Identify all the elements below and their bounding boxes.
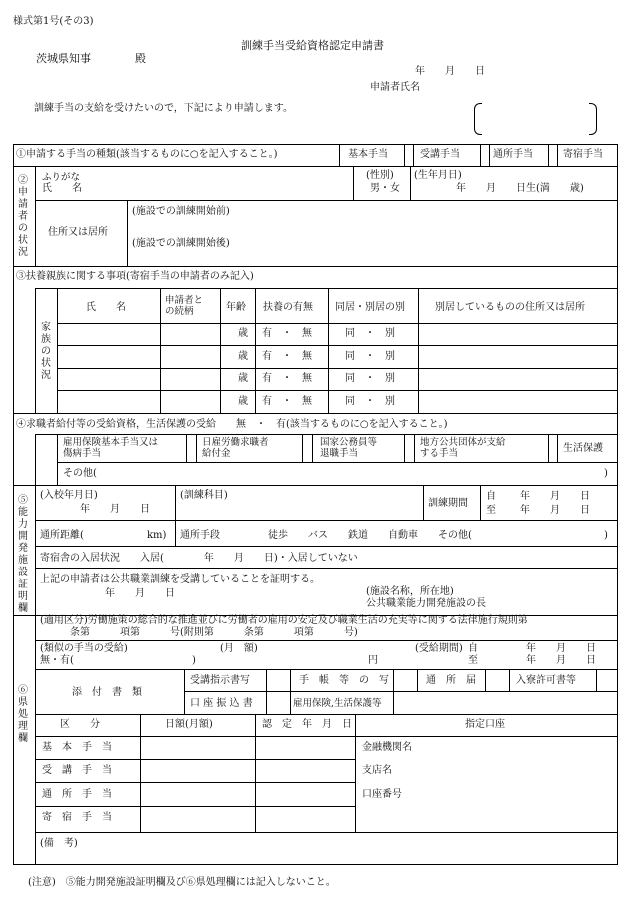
row-basic-allowance: 基 本 手 当 (42, 742, 112, 753)
address-label: 住所又は居所 (48, 227, 108, 238)
seal-bracket-right (589, 103, 597, 135)
period-to-field[interactable]: 年 月 日 (520, 505, 590, 516)
family-row-support[interactable]: 有 ・ 無 (262, 328, 312, 339)
cert-statement: 上記の申請者は公共職業訓練を受講していることを証明する。 (40, 574, 320, 585)
doc-handbook[interactable]: 手 帳 等 の 写 (299, 675, 389, 686)
applicant-name-label: 申請者氏名 (370, 82, 420, 93)
doc-insurance-welfare[interactable]: 雇用保険,生活保護等 (293, 698, 382, 709)
col-approval-date: 認 定 年 月 日 (262, 719, 352, 730)
furigana-label: ふりがな (42, 172, 81, 183)
similar-benefit-options[interactable]: 無・有( (40, 655, 74, 666)
form-number: 様式第1号(その3) (13, 16, 94, 27)
similar-benefit-label: (類似の手当の受給) (40, 643, 128, 654)
family-row-cohabit[interactable]: 同 ・ 別 (345, 396, 395, 407)
facility-head-label: 公共職業能力開発施設の長 (366, 598, 486, 609)
application-date[interactable]: 年 月 日 (415, 66, 485, 77)
address-after[interactable]: (施設での訓練開始後) (132, 238, 230, 249)
s3-vertical-label: 家族の状況 (41, 322, 51, 381)
form-title: 訓練手当受給資格認定申請書 (241, 39, 384, 52)
family-row-age[interactable]: 歳 (238, 373, 248, 384)
period-to-label: 至 (486, 505, 496, 516)
benefit-period-to: 至 (468, 655, 478, 666)
address-before[interactable]: (施設での訓練開始前) (132, 206, 230, 217)
monthly-amount-label: (月 額) (220, 643, 258, 654)
training-subject-label[interactable]: (訓練科目) (180, 490, 228, 501)
family-row-age[interactable]: 歳 (238, 351, 248, 362)
doc-commute-notice[interactable]: 通 所 届 (426, 675, 476, 686)
footer-note: (注意) ⑤能力開発施設証明欄及び⑥県処理欄には記入しないこと。 (28, 877, 336, 888)
sex-options[interactable]: 男・女 (370, 183, 400, 194)
s4-label: ④求職者給付等の受給資格，生活保護の受給 無 ・ 有(該当するものに○を記入すること。) (16, 419, 448, 430)
addressee: 茨城県知事 殿 (36, 52, 146, 65)
s3-col-name: 氏 名 (86, 302, 126, 313)
s3-col-support: 扶養の有無 (263, 302, 313, 313)
period-from-label: 自 (486, 491, 496, 502)
commute-distance[interactable]: 通所距離( (40, 530, 84, 541)
benefit-period-label: (受給期間) (415, 643, 463, 654)
col-category: 区 分 (60, 719, 100, 730)
commute-means[interactable]: 徒歩 バス 鉄道 自動車 その他( (268, 530, 472, 541)
period-from-field[interactable]: 年 月 日 (520, 491, 590, 502)
doc-dorm-permit[interactable]: 入寮許可書等 (516, 675, 576, 686)
seal-bracket-left (474, 103, 482, 135)
benefit-welfare[interactable]: 生活保護 (563, 443, 603, 454)
family-row-cohabit[interactable]: 同 ・ 別 (345, 373, 395, 384)
s3-label: ③扶養親族に関する事項(寄宿手当の申請者のみ記入) (16, 271, 254, 282)
s2-vertical-label: ②申請者の状況 (18, 175, 28, 258)
birth-field[interactable]: 年 月 日生(満 歳) (456, 183, 584, 194)
bank-name-label[interactable]: 金融機関名 (362, 742, 412, 753)
s6-vertical-label: ⑥県処理欄 (18, 685, 28, 744)
benefit-employment-2[interactable]: 傷病手当 (63, 448, 102, 459)
benefit-period-from: 自 (468, 643, 478, 654)
cert-date[interactable]: 年 月 日 (105, 588, 175, 599)
family-row-age[interactable]: 歳 (238, 328, 248, 339)
col-daily-amount: 日額(月額) (165, 719, 213, 730)
type-basic[interactable]: 基本手当 (348, 149, 388, 160)
benefit-employment-1[interactable]: 雇用保険基本手当又は (63, 437, 159, 448)
s1-label: ①申請する手当の種類(該当するものに○を記入すること。) (16, 149, 278, 160)
commute-distance-unit: km) (147, 530, 167, 541)
account-number-label[interactable]: 口座番号 (362, 789, 402, 800)
benefit-local-1[interactable]: 地方公共団体が支給 (420, 437, 506, 448)
row-commute-allowance: 通 所 手 当 (42, 789, 112, 800)
benefit-dayworker-2[interactable]: 給付金 (202, 448, 231, 459)
family-row-support[interactable]: 有 ・ 無 (262, 396, 312, 407)
row-course-allowance: 受 講 手 当 (42, 765, 112, 776)
benefit-dayworker-1[interactable]: 日雇労働求職者 (202, 437, 269, 448)
s3-col-relation-2: の続柄 (165, 306, 194, 317)
sex-label: (性別) (366, 170, 394, 181)
category-line-1: (適用区分)労働施策の総合的な推進並びに労働者の雇用の安定及び職業生活の充実等に関する法律施行規則第 (40, 615, 528, 626)
similar-benefit-close: ) (192, 655, 196, 666)
family-row-cohabit[interactable]: 同 ・ 別 (345, 351, 395, 362)
doc-bank-transfer[interactable]: 口 座 振 込 書 (190, 698, 253, 709)
benefit-other-close: ) (604, 468, 608, 479)
s3-col-cohabit: 同居・別居の別 (335, 302, 405, 313)
benefit-local-2[interactable]: する手当 (420, 448, 459, 459)
family-row-age[interactable]: 歳 (238, 396, 248, 407)
type-commute[interactable]: 通所手当 (493, 149, 533, 160)
row-dorm-allowance: 寄 宿 手 当 (42, 812, 112, 823)
name-label: 氏 名 (42, 183, 82, 194)
birth-label: (生年月日) (414, 170, 462, 181)
type-dorm[interactable]: 寄宿手当 (563, 149, 603, 160)
s3-col-relation-1: 申請者と (165, 295, 204, 306)
remarks-label[interactable]: (備 考) (40, 838, 78, 849)
s3-col-age: 年齢 (226, 302, 246, 313)
doc-course-instruction[interactable]: 受講指示書写 (190, 675, 250, 686)
benefit-civil-1[interactable]: 国家公務員等 (320, 437, 378, 448)
s3-col-address: 別居しているものの住所又は居所 (435, 302, 585, 313)
commute-means-label: 通所手段 (180, 530, 220, 541)
entry-date-label: (入校年月日) (40, 490, 98, 501)
col-designated-account: 指定口座 (465, 719, 505, 730)
monthly-amount-unit[interactable]: 円 (368, 655, 378, 666)
commute-means-close: ) (604, 530, 608, 541)
category-line-2[interactable]: 条第 項第 号(附則第 条第 項第 号) (70, 627, 358, 638)
benefit-period-from-date[interactable]: 年 月 日 (526, 643, 596, 654)
family-row-support[interactable]: 有 ・ 無 (262, 351, 312, 362)
attached-docs-label: 添 付 書 類 (72, 687, 142, 698)
family-row-support[interactable]: 有 ・ 無 (262, 373, 312, 384)
family-row-cohabit[interactable]: 同 ・ 別 (345, 328, 395, 339)
entry-date-field[interactable]: 年 月 日 (80, 504, 150, 515)
benefit-period-to-date[interactable]: 年 月 日 (526, 655, 596, 666)
branch-name-label[interactable]: 支店名 (362, 765, 392, 776)
facility-name-label: (施設名称，所在地) (366, 586, 454, 597)
benefit-other[interactable]: その他( (63, 468, 97, 479)
type-course[interactable]: 受講手当 (420, 149, 460, 160)
training-period-label: 訓練期間 (428, 498, 468, 509)
benefit-civil-2[interactable]: 退職手当 (320, 448, 359, 459)
intro-text: 訓練手当の支給を受けたいので，下記により申請します。 (34, 103, 293, 114)
dorm-status[interactable]: 寄宿舎の入居状況 入居( 年 月 日)・入居していない (40, 553, 358, 564)
s5-vertical-label: ⑤能力開発施設証明欄 (18, 495, 28, 614)
